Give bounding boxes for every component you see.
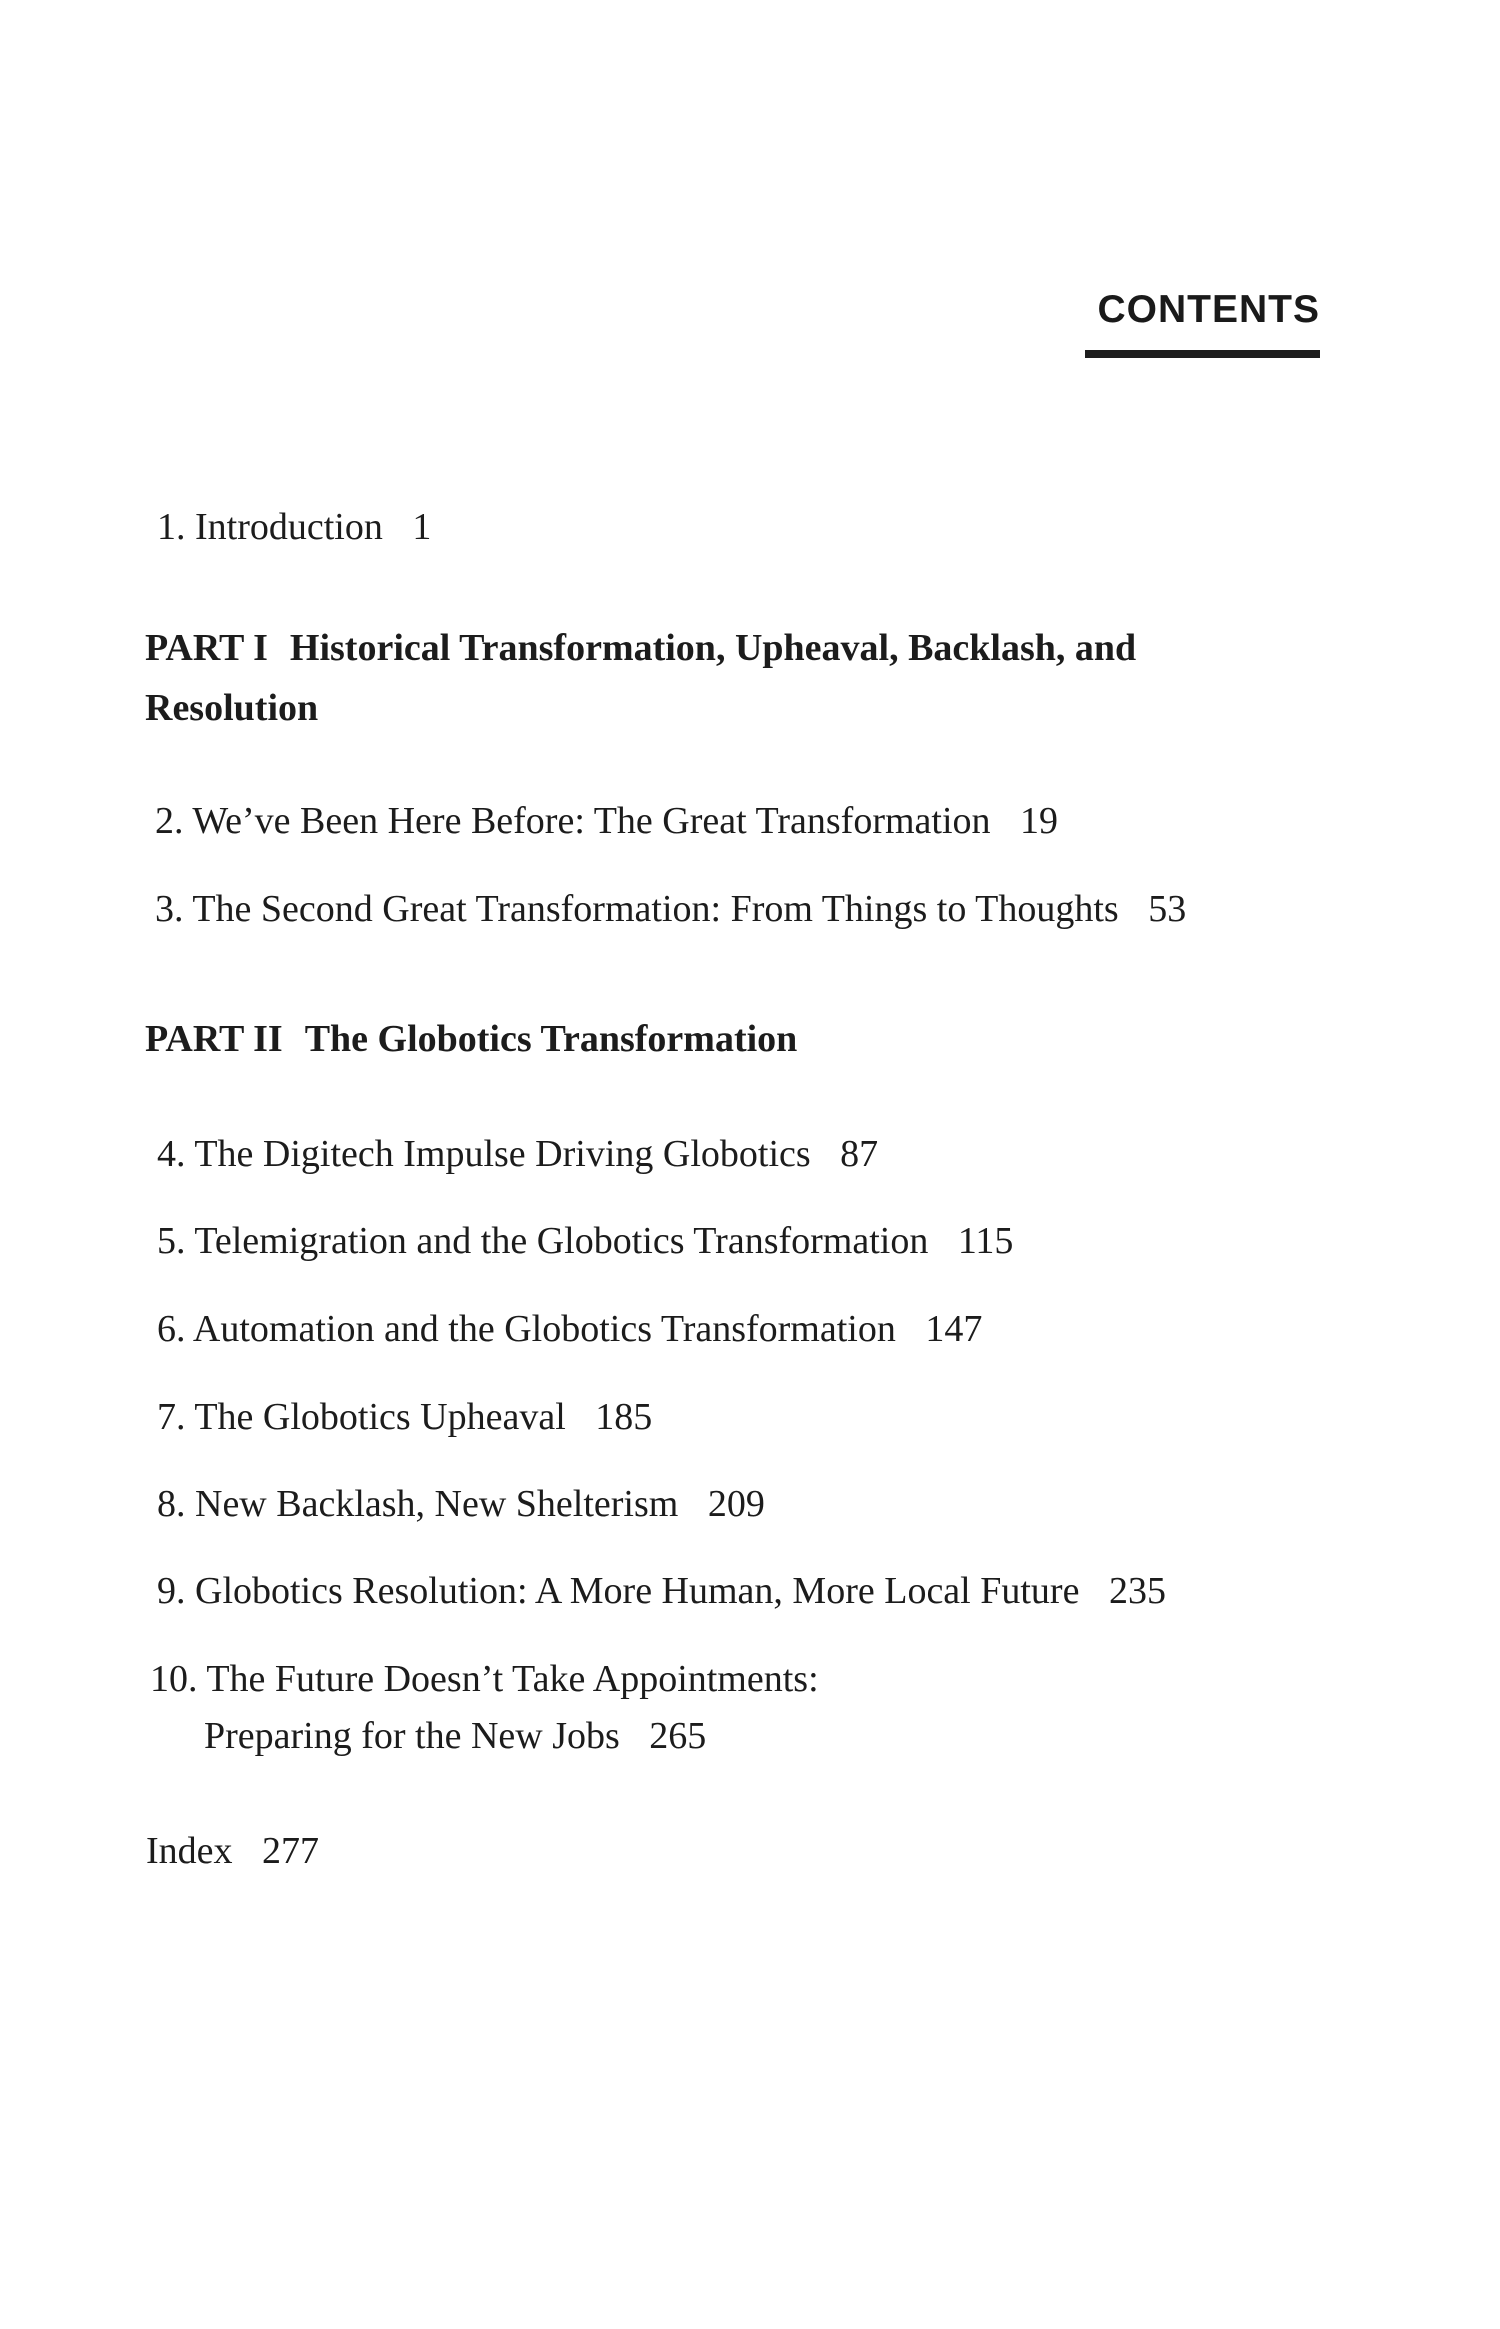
- page-number: 147: [925, 1308, 983, 1350]
- part-label: PART II: [145, 1018, 283, 1060]
- toc-entry-chapter-10-continued[interactable]: [204, 1707, 706, 1765]
- part-title: Historical Transformation, Upheaval, Backlash, and Resolution: [145, 627, 1137, 729]
- chapter-title: Introduction: [195, 506, 383, 548]
- chapter-title: We’ve Been Here Before: The Great Transformation: [192, 800, 991, 842]
- page-number: 19: [1020, 800, 1059, 842]
- toc-entry-chapter-5[interactable]: [157, 1212, 1013, 1270]
- chapter-number: 5.: [157, 1220, 186, 1262]
- part-label: PART I: [145, 627, 268, 669]
- page-number: 1: [412, 506, 432, 548]
- chapter-number: 10.: [150, 1658, 198, 1700]
- toc-entry-index[interactable]: [146, 1822, 319, 1880]
- chapter-title-continued: Preparing for the New Jobs: [204, 1715, 620, 1757]
- chapter-title: The Globotics Upheaval: [194, 1396, 566, 1438]
- page-number: 87: [840, 1133, 879, 1175]
- toc-entry-chapter-4[interactable]: [157, 1125, 878, 1183]
- chapter-title: The Second Great Transformation: From Things to Thoughts: [192, 888, 1119, 930]
- page-title: CONTENTS: [1097, 288, 1320, 331]
- toc-entry-introduction[interactable]: [157, 498, 431, 556]
- chapter-title: The Digitech Impulse Driving Globotics: [194, 1133, 811, 1175]
- toc-entry-chapter-9[interactable]: [157, 1562, 1166, 1620]
- page-number: 185: [595, 1396, 653, 1438]
- chapter-number: 8.: [157, 1483, 186, 1525]
- page-number: 115: [957, 1220, 1014, 1262]
- chapter-title: Globotics Resolution: A More Human, More Local Future: [195, 1570, 1080, 1612]
- toc-entry-chapter-7[interactable]: [157, 1388, 652, 1446]
- chapter-title: New Backlash, New Shelterism: [195, 1483, 679, 1525]
- chapter-title: Telemigration and the Globotics Transformation: [194, 1220, 929, 1262]
- chapter-number: 3.: [155, 888, 184, 930]
- page-number: 209: [707, 1483, 765, 1525]
- chapter-title: The Future Doesn’t Take Appointments:: [206, 1658, 819, 1700]
- page-number: 53: [1148, 888, 1187, 930]
- chapter-number: 2.: [155, 800, 184, 842]
- page-number: 277: [262, 1830, 320, 1872]
- toc-entry-chapter-10[interactable]: [150, 1650, 819, 1708]
- chapter-number: 7.: [157, 1396, 186, 1438]
- chapter-number: 4.: [157, 1133, 186, 1175]
- part-heading-2: [145, 1009, 1245, 1069]
- part-title: The Globotics Transformation: [304, 1018, 798, 1060]
- page-number: 235: [1108, 1570, 1166, 1612]
- chapter-title: Automation and the Globotics Transformation: [192, 1308, 896, 1350]
- page-number: 265: [649, 1715, 707, 1757]
- part-heading-1: [145, 618, 1245, 738]
- toc-entry-chapter-3[interactable]: [155, 880, 1186, 938]
- chapter-number: 6.: [157, 1308, 186, 1350]
- toc-entry-chapter-8[interactable]: [157, 1475, 765, 1533]
- title-underline: [1085, 350, 1320, 358]
- chapter-number: 9.: [157, 1570, 186, 1612]
- chapter-number: 1.: [157, 506, 186, 548]
- index-title: Index: [146, 1830, 233, 1872]
- toc-entry-chapter-6[interactable]: [157, 1300, 982, 1358]
- toc-entry-chapter-2[interactable]: [155, 792, 1058, 850]
